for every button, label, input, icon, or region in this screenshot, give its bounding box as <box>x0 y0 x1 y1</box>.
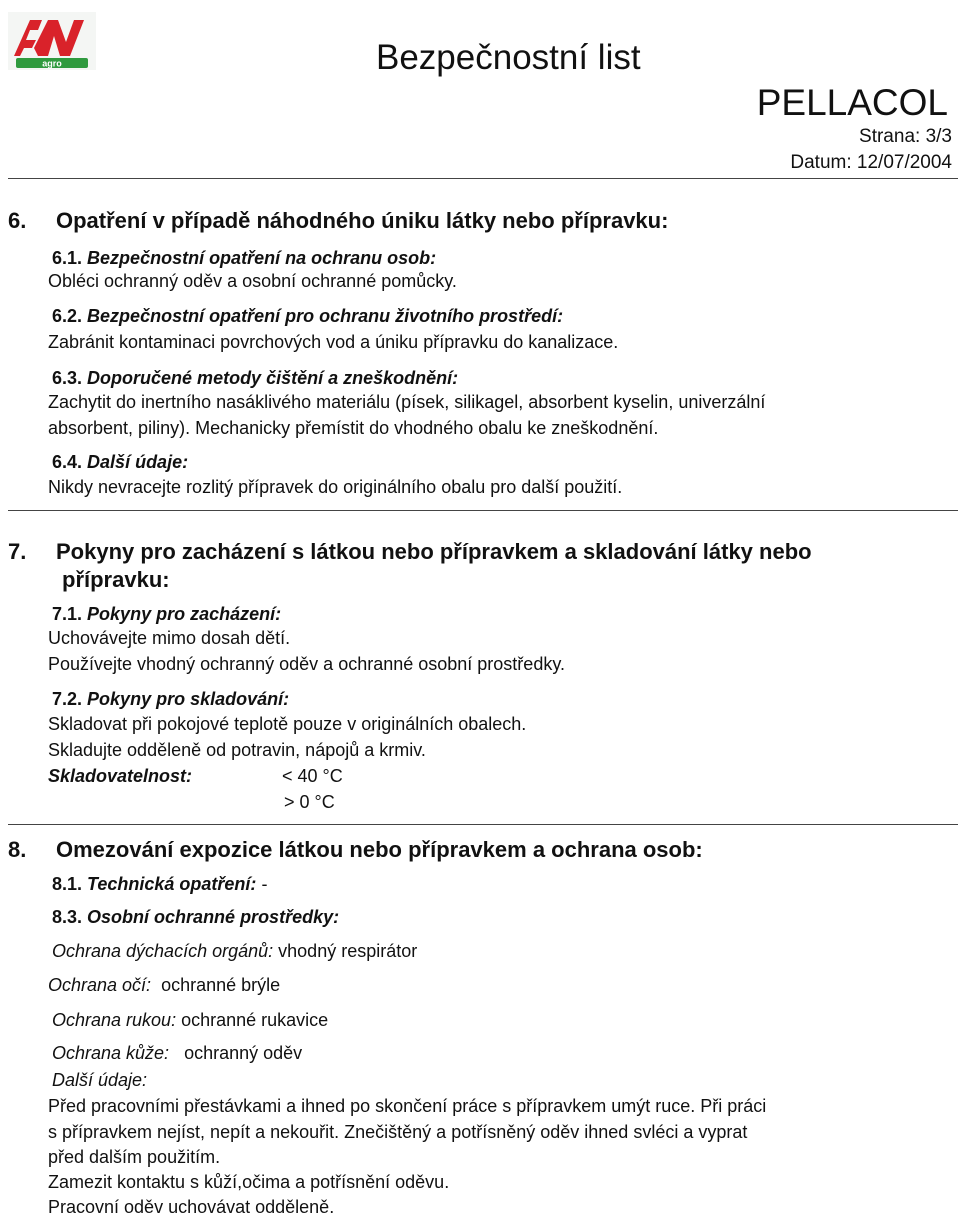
page-number <box>859 126 952 148</box>
other-info-line-4: Zamezit kontaktu s kůží,očima a potřísnění oděvu. <box>48 1172 450 1192</box>
date-value: 12/07/2004 <box>856 152 952 173</box>
section-6-3-heading: 6.3. Doporučené metody čištění a zneškodnění: <box>52 368 459 388</box>
other-info-line-5: Pracovní oděv uchovávat odděleně. <box>48 1197 335 1217</box>
product-name: PELLACOL <box>756 82 948 123</box>
other-info-line-2: s přípravkem nejíst, nepít a nekouřit. Znečištěný a potřísněný oděv ihned svléci a vyprat <box>48 1122 748 1142</box>
section-7-1-line-2: Používejte vhodný ochranný oděv a ochranné osobní prostředky. <box>48 654 565 674</box>
logo-text: agro <box>42 58 62 69</box>
section-6-heading: 6. Opatření v případě náhodného úniku látky nebo přípravku: <box>8 208 669 233</box>
section-7-divider <box>8 824 958 825</box>
section-7-1-heading: 7.1. Pokyny pro zacházení: <box>52 604 282 624</box>
document-title: Bezpečnostní list <box>376 38 641 77</box>
section-7-2-line-2: Skladujte odděleně od potravin, nápojů a krmiv. <box>48 740 426 760</box>
section-7-2-heading: 7.2. Pokyny pro skladování: <box>52 689 290 709</box>
page-value: 3/3 <box>925 126 952 147</box>
respiratory-protection: Ochrana dýchacích orgánů: vhodný respirátor <box>52 941 418 961</box>
section-6-1-text: Obléci ochranný oděv a osobní ochranné pomůcky. <box>48 271 457 291</box>
company-logo <box>8 12 96 70</box>
section-7-heading: 7. Pokyny pro zacházení s látkou nebo přípravkem a skladování látky nebo <box>8 539 812 564</box>
section-7-heading-line-2: přípravku: <box>62 567 170 592</box>
section-6-3-line-2: absorbent, piliny). Mechanicky přemístit do vhodného obalu ke zneškodnění. <box>48 418 659 438</box>
storage-max-temp: < 40 °C <box>282 766 343 786</box>
date-label: Datum: <box>790 152 852 173</box>
section-6-2-heading: 6.2. Bezpečnostní opatření pro ochranu životního prostředí: <box>52 306 564 326</box>
storage-label: Skladovatelnost: <box>48 766 193 786</box>
section-8-heading: 8. Omezování expozice látkou nebo přípravkem a ochrana osob: <box>8 837 703 862</box>
eye-protection: Ochrana očí: ochranné brýle <box>48 975 281 995</box>
header-divider <box>8 178 958 179</box>
section-6-4-heading: 6.4. Další údaje: <box>52 452 189 472</box>
section-6-divider <box>8 510 958 511</box>
section-7-2-line-1: Skladovat při pokojové teplotě pouze v originálních obalech. <box>48 714 527 734</box>
other-info-label: Další údaje: <box>52 1070 148 1090</box>
skin-protection: Ochrana kůže: ochranný oděv <box>52 1043 303 1063</box>
hand-protection: Ochrana rukou: ochranné rukavice <box>52 1010 329 1030</box>
page-label: Strana: <box>859 126 921 147</box>
section-8-1-heading: 8.1. Technická opatření: - <box>52 874 268 894</box>
other-info-line-3: před dalším použitím. <box>48 1147 221 1167</box>
section-8-3-heading: 8.3. Osobní ochranné prostředky: <box>52 907 340 927</box>
document-date <box>790 152 952 174</box>
section-6-4-text: Nikdy nevracejte rozlitý přípravek do originálního obalu pro další použití. <box>48 477 623 497</box>
section-6-1-heading: 6.1. Bezpečnostní opatření na ochranu osob: <box>52 248 437 268</box>
section-6-2-text: Zabránit kontaminaci povrchových vod a úniku přípravku do kanalizace. <box>48 332 619 352</box>
other-info-line-1: Před pracovními přestávkami a ihned po skončení práce s přípravkem umýt ruce. Při práci <box>48 1096 767 1116</box>
storage-min-temp: > 0 °C <box>284 792 335 812</box>
section-6-3-line-1: Zachytit do inertního nasáklivého materiálu (písek, silikagel, absorbent kyselin, univerzální <box>48 392 766 412</box>
section-7-1-line-1: Uchovávejte mimo dosah dětí. <box>48 628 291 648</box>
